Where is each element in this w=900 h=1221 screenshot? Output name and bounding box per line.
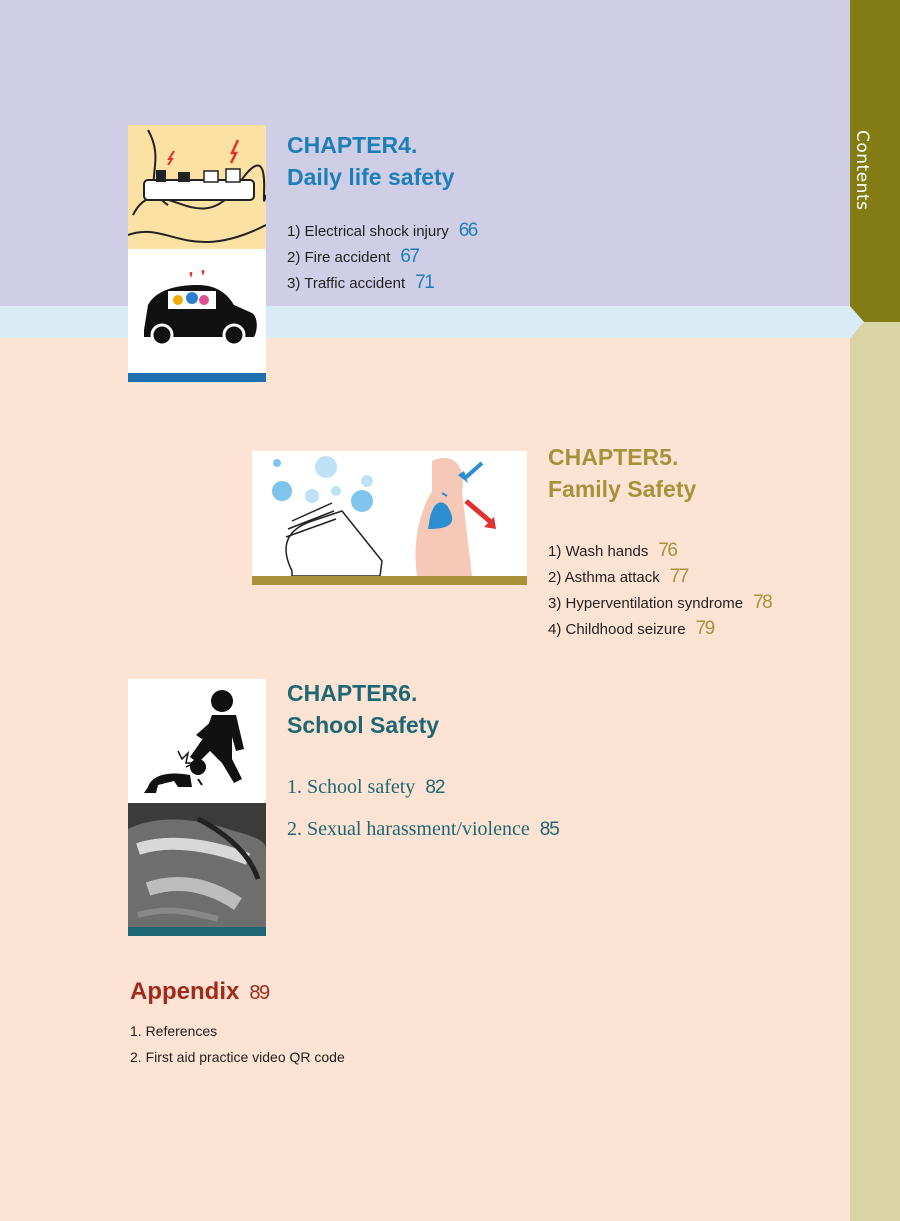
toc-item-label: 2. Sexual harassment/violence <box>287 818 530 840</box>
list-item[interactable] <box>287 218 477 244</box>
page-number: 79 <box>695 618 714 639</box>
page-number: 78 <box>753 592 772 613</box>
toc-item-label: 4) Childhood seizure <box>548 621 686 638</box>
toc-item-label: 3) Traffic accident <box>287 275 406 292</box>
appendix-page-number: 89 <box>249 982 269 1004</box>
contents-tab-notch <box>850 306 864 338</box>
appendix-title[interactable] <box>130 978 269 1006</box>
chapter6-toc <box>287 766 559 850</box>
chapter6-title <box>287 677 439 741</box>
toc-item-label: 1) Wash hands <box>548 543 649 560</box>
hand-washing-and-breathing-illustration <box>252 451 527 585</box>
power-strip-and-car-illustration <box>128 125 266 382</box>
chapter4-title-name: Daily life safety <box>287 164 455 190</box>
page-number: 77 <box>669 566 688 587</box>
list-item[interactable] <box>548 564 771 590</box>
chapter5-toc <box>548 538 771 642</box>
chapter5-title-number: CHAPTER5. <box>548 444 679 470</box>
toc-item-label: 3) Hyperventilation syndrome <box>548 595 744 612</box>
page-number: 76 <box>658 540 677 561</box>
page-number: 85 <box>539 819 559 840</box>
chapter4-title-number: CHAPTER4. <box>287 132 418 158</box>
toc-item-label: 1. School safety <box>287 776 416 798</box>
list-item[interactable] <box>287 270 477 296</box>
list-item[interactable] <box>287 244 477 270</box>
contents-tab-label: Contents <box>852 130 872 211</box>
toc-item-label: 1) Electrical shock injury <box>287 223 449 240</box>
chapter4-illustration <box>128 125 266 382</box>
page-number: 82 <box>425 777 445 798</box>
list-item[interactable]: 2. First aid practice video QR code <box>130 1049 345 1065</box>
list-item[interactable] <box>287 766 559 808</box>
chapter4-toc <box>287 218 477 296</box>
page-number: 66 <box>458 220 477 241</box>
school-violence-illustration <box>128 679 266 936</box>
chapter6-illustration <box>128 679 266 936</box>
list-item[interactable] <box>548 616 771 642</box>
page-number: 71 <box>415 272 434 293</box>
chapter5-title <box>548 441 696 505</box>
toc-item-label: 2) Fire accident <box>287 249 391 266</box>
toc-item-label: 2) Asthma attack <box>548 569 660 586</box>
appendix-heading: Appendix <box>130 978 240 1005</box>
chapter5-title-name: Family Safety <box>548 476 697 502</box>
list-item[interactable] <box>548 590 771 616</box>
chapter6-title-name: School Safety <box>287 712 440 738</box>
list-item[interactable] <box>287 808 559 850</box>
chapter4-title <box>287 129 454 193</box>
page-number: 67 <box>400 246 419 267</box>
list-item[interactable]: 1. References <box>130 1023 218 1039</box>
appendix-list <box>130 1018 345 1070</box>
chapter6-title-number: CHAPTER6. <box>287 680 418 706</box>
list-item[interactable] <box>548 538 771 564</box>
chapter5-illustration <box>252 451 527 585</box>
